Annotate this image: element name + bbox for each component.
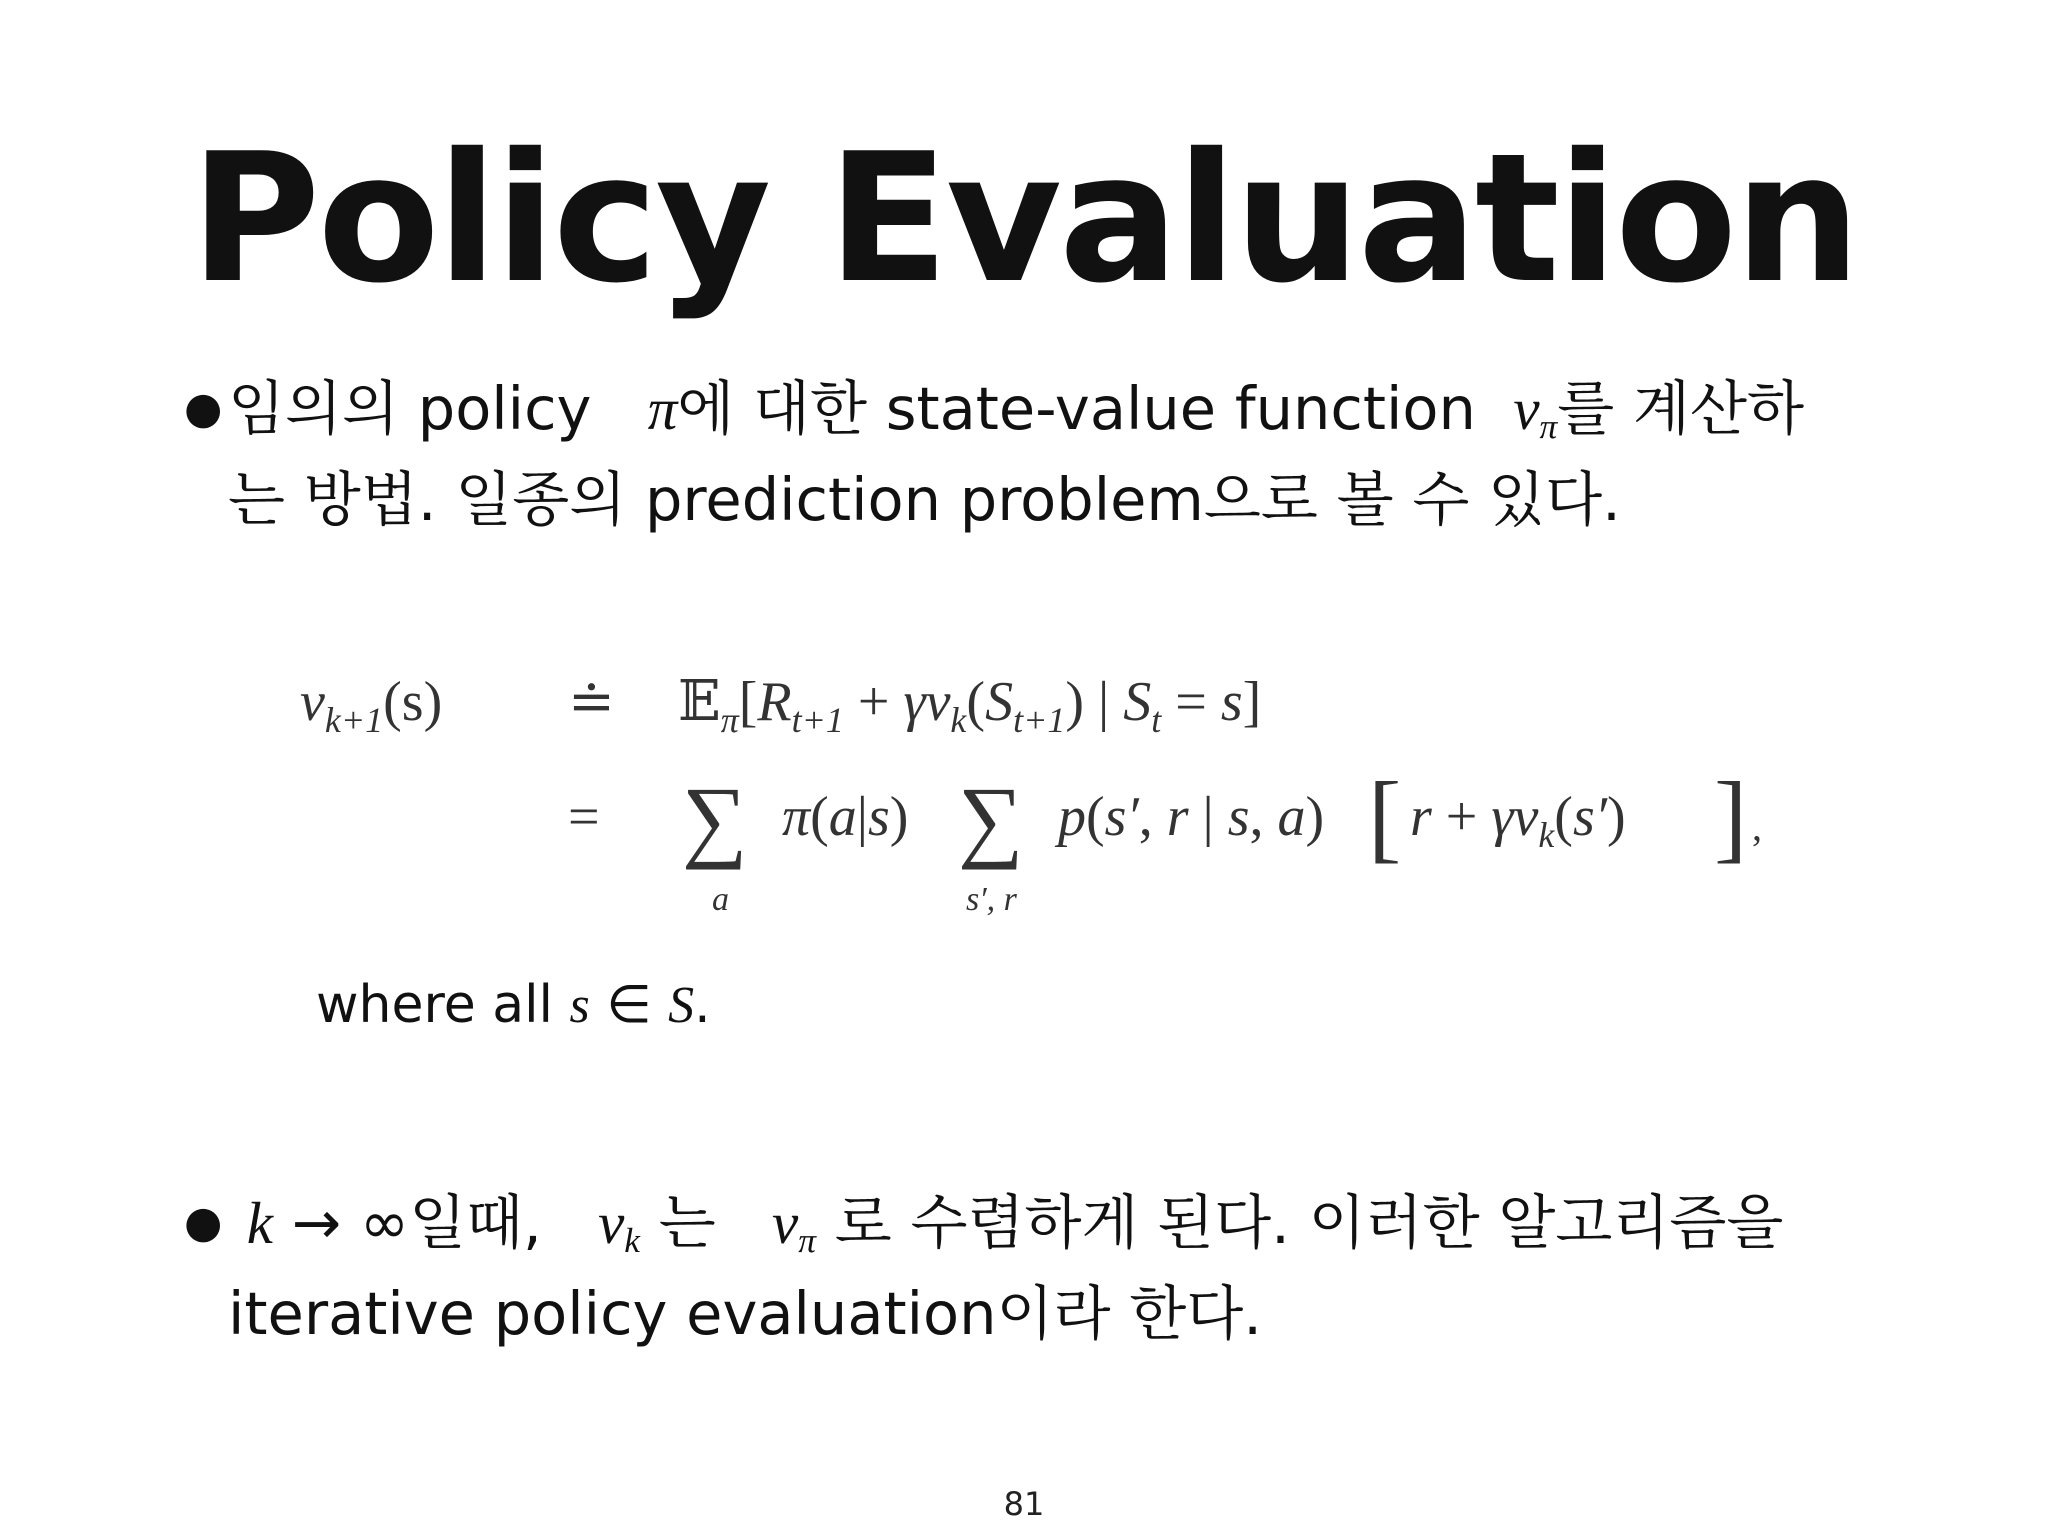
bullet2-line2: iterative policy evaluation이라 한다. (228, 1278, 1262, 1348)
sum-index-a: a (712, 881, 729, 918)
bullet1-text-a: 임의의 policy (228, 374, 592, 443)
v-k-symbol: $v_k$ (598, 1190, 640, 1260)
eq-row1-rhs: $𝔼_\pi[R_{t+1} + \gamma v_k(S_{t+1})$ | $S_t = s$] (678, 671, 1262, 740)
bullet2-line1 (228, 1186, 1948, 1277)
arrow-infinity: → ∞ (291, 1188, 410, 1257)
bellman-update-equation (300, 660, 1770, 920)
bracket-close: ] (1714, 761, 1748, 872)
where-s: s (569, 977, 590, 1034)
return-term: $r + \gamma v_k(s')$ (1410, 786, 1626, 855)
sum-symbol-sr: ∑ (958, 768, 1024, 870)
bullet1-text-b: 에 대한 state-value function (677, 374, 1476, 443)
slide-title: Policy Evaluation (190, 115, 1858, 322)
bullet2-text-a: 일때, (409, 1188, 542, 1257)
where-S: S (668, 977, 695, 1034)
policy-term: π(a|s) (782, 786, 909, 848)
bullet-dot: ● (184, 1197, 223, 1248)
eq-rel-equals: = (568, 786, 600, 848)
bullet1-line1 (228, 372, 1908, 463)
where-clause (316, 975, 711, 1035)
transition-term: p(s′, r | s, a) (1058, 786, 1325, 848)
bullet-convergence (184, 1186, 1948, 1351)
eq-lhs: $v_{k+1}(s)$ (300, 671, 443, 740)
bracket-open: [ (1368, 761, 1402, 872)
k-symbol: k (246, 1190, 273, 1256)
v-pi-symbol-2: $v_\pi$ (772, 1190, 816, 1260)
where-in: ∈ (606, 975, 652, 1035)
where-text: where all (316, 975, 553, 1035)
bullet-policy-evaluation-definition (184, 372, 1908, 537)
sum-symbol-a: ∑ (682, 768, 748, 870)
equation-comma: , (1752, 804, 1762, 849)
bullet1-line2: 는 방법. 일종의 prediction problem으로 볼 수 있다. (228, 464, 1621, 534)
pi-symbol: π (647, 376, 678, 442)
bullet1-text-c: 를 계산하 (1557, 374, 1805, 443)
eq-rel-definition: ≐ (568, 671, 615, 733)
page-number: 81 (1003, 1485, 1045, 1523)
v-pi-symbol: $v_\pi$ (1513, 376, 1558, 446)
sum-index-sr: s′, r (966, 881, 1017, 918)
where-period: . (694, 975, 711, 1035)
bullet-dot: ● (184, 383, 223, 434)
bullet2-text-c: 로 수렴하게 된다. 이러한 알고리즘을 (834, 1188, 1784, 1257)
bullet2-text-b: 는 (658, 1188, 716, 1257)
equation-svg (300, 660, 1770, 920)
